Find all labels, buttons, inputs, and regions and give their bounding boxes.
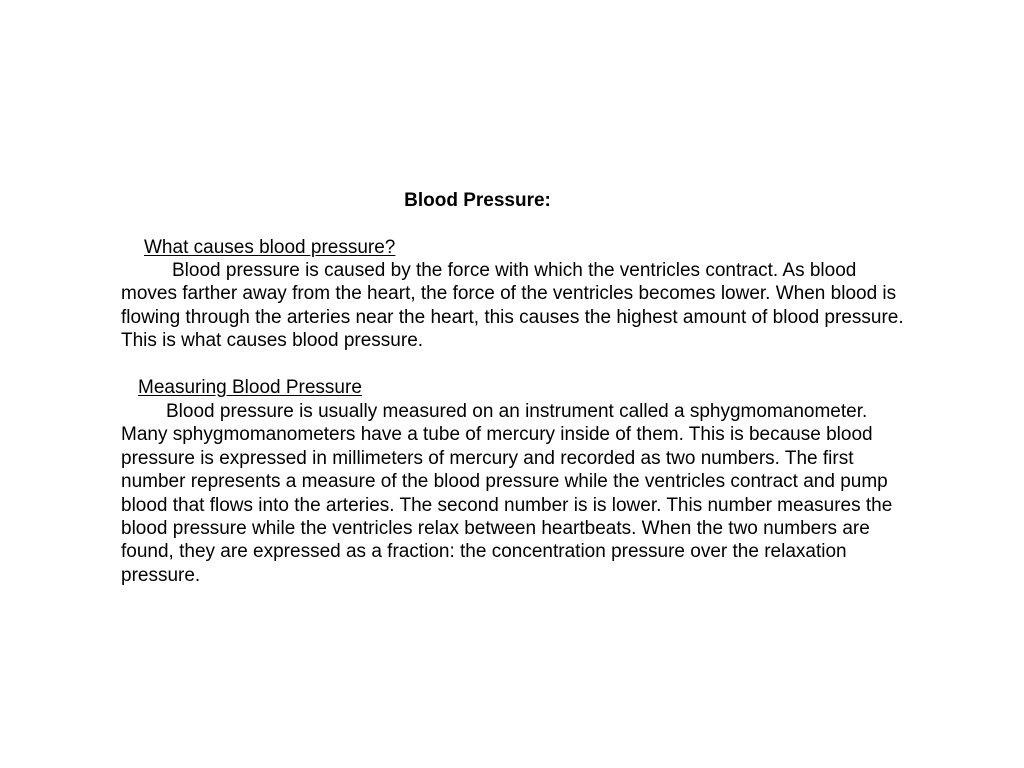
document-title: Blood Pressure: bbox=[404, 190, 551, 211]
section-body-measuring: Blood pressure is usually measured on an instrument called a sphygmomanometer. Many sphygmomanometers have a tube of mercury inside of them. This is because blood pressure is expressed in millimeters of mercury and recorded as two numbers. The first number represents a measure of the blood pressure while the ventricles contract and pump blood that flows into the arteries. The second number is is lower. This number measures the blood pressure while the ventricles relax between heartbeats. When the two numbers are found, they are expressed as a fraction: the concentration pressure over the relaxation pressure. bbox=[121, 401, 893, 586]
section-heading-what-causes: What causes blood pressure? bbox=[144, 237, 396, 258]
section-body-what-causes: Blood pressure is caused by the force with which the ventricles contract. As blood moves farther away from the heart, the force of the ventricles becomes lower. When blood is flowing through the arteries near the heart, this causes the highest amount of blood pressure. This is what causes blood pressure. bbox=[121, 260, 904, 352]
section-heading-measuring: Measuring Blood Pressure bbox=[138, 377, 362, 398]
